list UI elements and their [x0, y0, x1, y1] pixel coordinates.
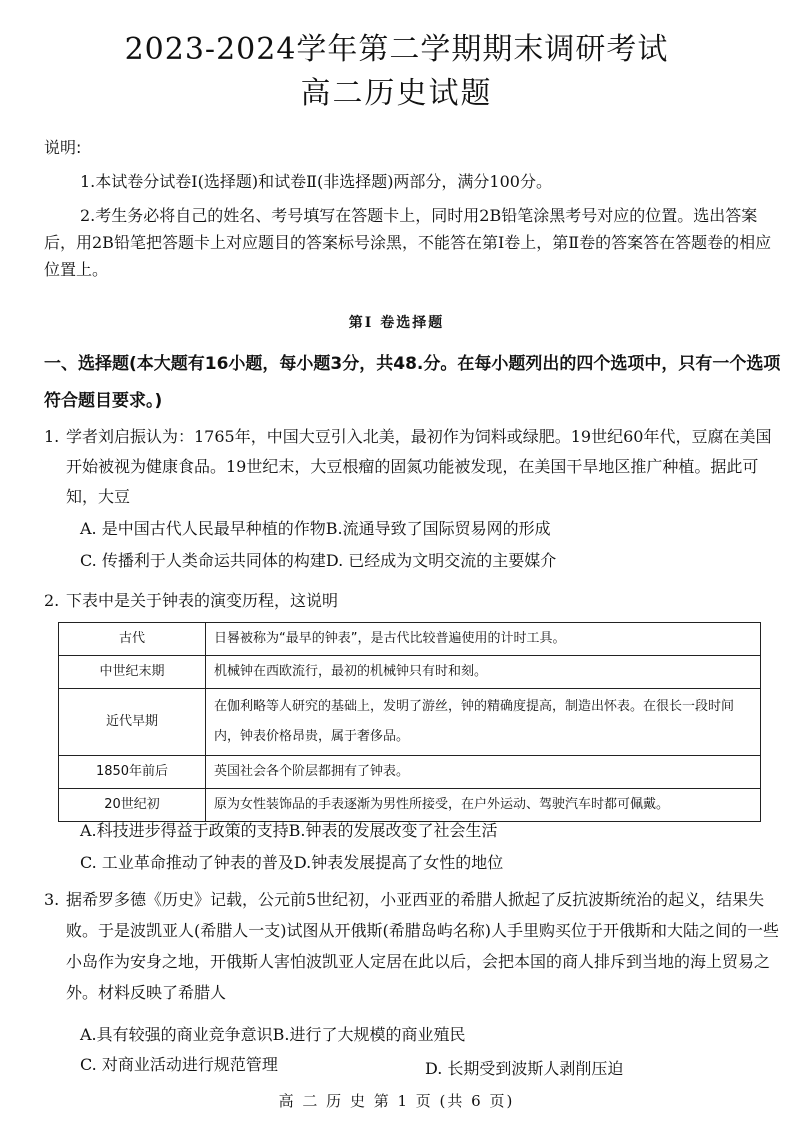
table-cell-desc: 日晷被称为“最早的钟表”，是古代比较普遍使用的计时工具。 [206, 623, 761, 656]
question-2 [44, 586, 784, 616]
question-stem: 据希罗多德《历史》记载，公元前5世纪初，小亚西亚的希腊人掀起了反抗波斯统治的起义，结果失败。于是波凯亚人(希腊人一支)试图从开俄斯(希腊岛屿名称)人手里购买位于开俄斯和大陆之间的一些小岛作为安身之地，开俄斯人害怕波凯亚人定居在此以后，会把本国的商人排斥到当地的海上贸易之外。材料反映了希腊人 [66, 890, 779, 1002]
option-row-1: A. 是中国古代人民最早种植的作物B.流通导致了国际贸易网的形成 [80, 519, 551, 538]
exam-subtitle: 高二历史试题 [300, 76, 493, 111]
table-cell-era: 古代 [59, 623, 206, 656]
part-heading: 一、选择题(本大题有16小题，每小题3分，共48.分。在每小题列出的四个选项中，只有一个选项符合题目要求。) [44, 354, 781, 411]
clock-history-table [58, 622, 761, 822]
table-cell-era: 1850年前后 [59, 756, 206, 789]
option-d: D. 长期受到波斯人剥削压迫 [425, 1059, 624, 1078]
exam-title: 2023-2024学年第二学期期末调研考试 [124, 32, 669, 67]
table-cell-era: 20世纪初 [59, 789, 206, 822]
question-number: 3. [44, 890, 60, 909]
question-3 [44, 884, 784, 1008]
table-cell-desc: 原为女性装饰品的手表逐渐为男性所接受，在户外运动、驾驶汽车时都可佩戴。 [206, 789, 761, 822]
note-item-2: 2.考生务必将自己的姓名、考号填写在答题卡上，同时用2B铅笔涂黑考号对应的位置。选出答案后，用2B铅笔把答题卡上对应题目的答案标号涂黑，不能答在第I卷上，第Ⅱ卷的答案答在答题卷的相应位置上。 [44, 206, 772, 279]
table-cell-desc: 英国社会各个阶层都拥有了钟表。 [206, 756, 761, 789]
option-row-1: A.具有较强的商业竞争意识B.进行了大规模的商业殖民 [80, 1025, 466, 1044]
page-footer: 高 二 历 史 第 1 页 (共 6 页) [278, 1092, 515, 1110]
table-cell-desc: 机械钟在西欧流行，最初的机械钟只有时和刻。 [206, 656, 761, 689]
table-row [59, 689, 761, 756]
table-row [59, 756, 761, 789]
question-1 [44, 422, 784, 576]
question-stem: 下表中是关于钟表的演变历程，这说明 [66, 591, 339, 610]
option-c: C. 对商业活动进行规范管理 [80, 1055, 278, 1074]
table-row [59, 623, 761, 656]
table-row [59, 656, 761, 689]
table-cell-desc: 在伽利略等人研究的基础上，发明了游丝，钟的精确度提高，制造出怀表。在很长一段时间内，钟表价格昂贵，属于奢侈品。 [206, 689, 761, 756]
option-row-1: A.科技进步得益于政策的支持B.钟表的发展改变了社会生活 [80, 821, 498, 840]
table-cell-era: 近代早期 [59, 689, 206, 756]
option-row-2: C. 工业革命推动了钟表的普及D.钟表发展提高了女性的地位 [80, 853, 504, 872]
section-title: 第I 卷选择题 [348, 315, 445, 331]
option-row-2: C. 传播利于人类命运共同体的构建D. 已经成为文明交流的主要媒介 [80, 551, 557, 570]
note-item-1: 1.本试卷分试卷I(选择题)和试卷Ⅱ(非选择题)两部分，满分100分。 [80, 172, 552, 191]
table-cell-era: 中世纪末期 [59, 656, 206, 689]
question-stem: 学者刘启振认为：1765年，中国大豆引入北美，最初作为饲料或绿肥。19世纪60年代，豆腐在美国开始被视为健康食品。19世纪末，大豆根瘤的固氮功能被发现，在美国干旱地区推广种植。据此可知，大豆 [66, 427, 772, 506]
question-number: 2. [44, 591, 60, 610]
notes-label: 说明: [44, 138, 82, 157]
question-number: 1. [44, 427, 60, 446]
